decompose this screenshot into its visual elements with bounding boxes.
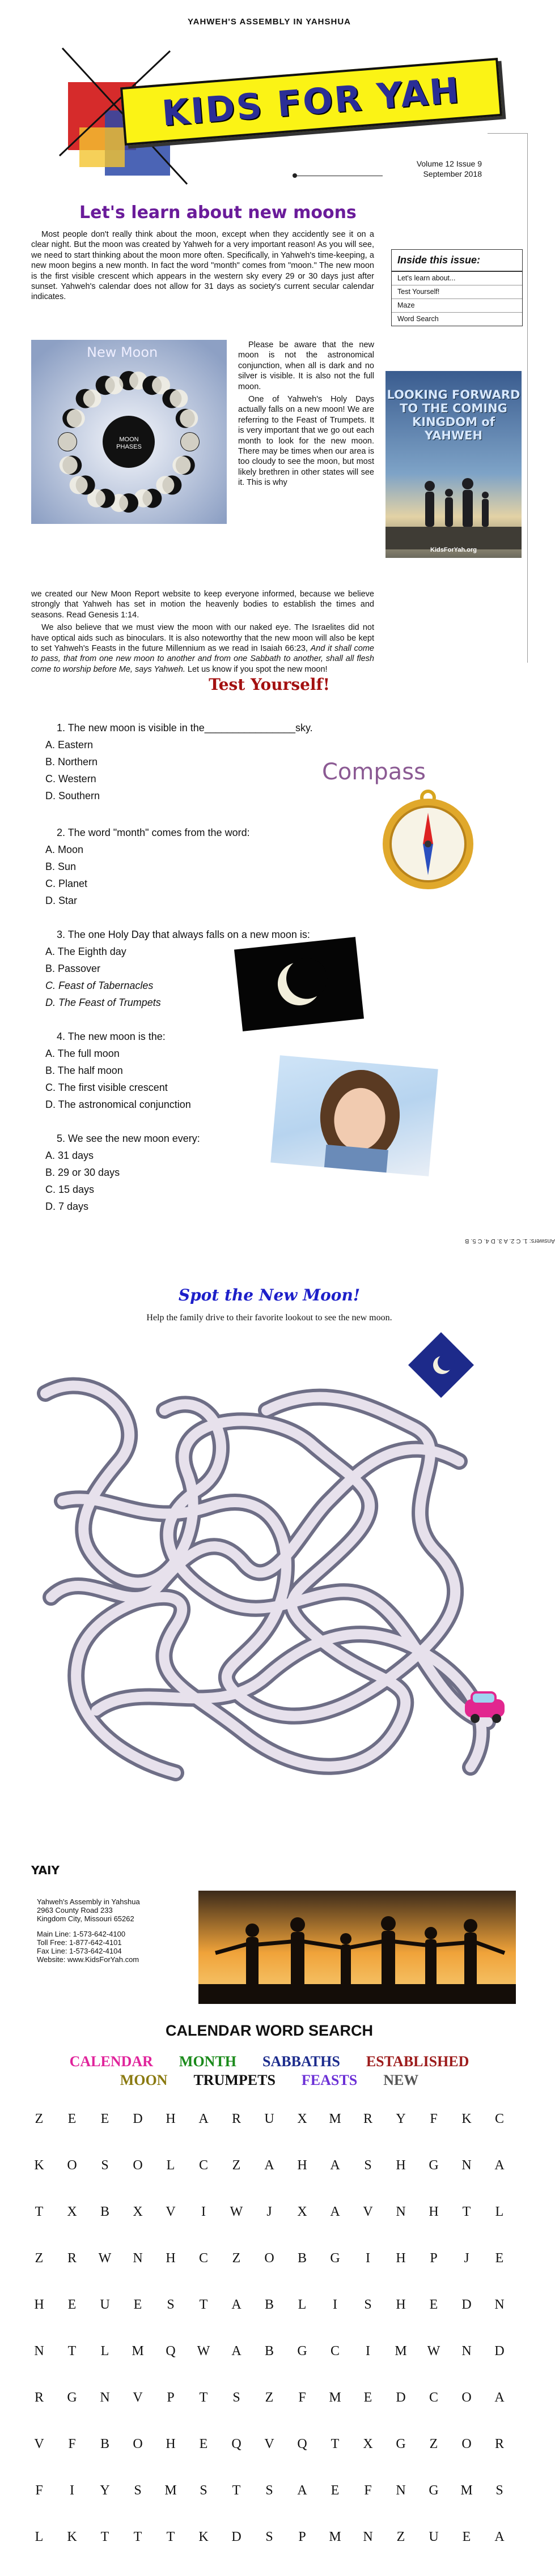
grid-letter[interactable]: E xyxy=(331,2483,340,2498)
toc-item[interactable]: Maze xyxy=(392,299,522,313)
grid-letter[interactable]: V xyxy=(166,2204,176,2219)
grid-row xyxy=(23,2344,516,2390)
grid-letter[interactable]: I xyxy=(366,2344,370,2359)
grid-letter[interactable]: N xyxy=(100,2390,110,2405)
toc-item[interactable]: Let's learn about... xyxy=(392,272,522,285)
grid-letter[interactable]: D xyxy=(133,2112,143,2126)
grid-letter[interactable]: S xyxy=(134,2483,142,2498)
search-word: MONTH xyxy=(179,2053,237,2070)
answer-option[interactable]: B. Sun xyxy=(45,861,77,872)
grid-letter[interactable]: E xyxy=(363,2390,372,2405)
grid-letter[interactable]: V xyxy=(264,2437,274,2451)
grid-letter[interactable]: M xyxy=(329,2112,341,2126)
moon-phases-figure xyxy=(31,340,227,524)
grid-row xyxy=(23,2112,516,2158)
answer-option[interactable]: A. Eastern xyxy=(45,739,94,750)
moon-phase-lit-icon xyxy=(172,456,190,474)
grid-letter[interactable]: F xyxy=(68,2437,76,2451)
grid-letter[interactable]: H xyxy=(396,2297,406,2312)
grid-letter[interactable]: S xyxy=(200,2483,207,2498)
grid-letter[interactable]: H xyxy=(297,2158,307,2173)
ministry-header: YAHWEH'S ASSEMBLY IN YAHSHUA xyxy=(187,17,351,27)
grid-letter[interactable]: Z xyxy=(35,2251,44,2266)
grid-letter[interactable]: F xyxy=(298,2390,306,2405)
girl-looking-up-photo xyxy=(270,1055,438,1176)
answer-option[interactable]: C. Planet xyxy=(45,878,88,889)
grid-letter[interactable]: H xyxy=(429,2204,439,2219)
grid-letter[interactable]: M xyxy=(164,2483,177,2498)
grid-letter[interactable]: T xyxy=(35,2204,44,2219)
moon-phase-lit-icon xyxy=(181,433,199,451)
grid-letter[interactable]: K xyxy=(198,2530,209,2544)
moon-phase-lit-icon xyxy=(180,410,198,428)
grid-letter[interactable]: V xyxy=(34,2437,44,2451)
grid-letter[interactable]: W xyxy=(98,2251,112,2266)
grid-letter[interactable]: B xyxy=(100,2437,109,2451)
answer-option[interactable]: A. The Eighth day xyxy=(45,946,126,957)
grid-letter[interactable]: X xyxy=(67,2204,77,2219)
scripture-quote: And it shall come to pass, that from one new moon to another and from one Sabbath to another, shall all flesh come to worship before Me, says Yahweh. xyxy=(31,644,374,674)
grid-letter[interactable]: G xyxy=(396,2437,406,2451)
newsletter-title: KIDS FOR YAH xyxy=(160,69,463,134)
grid-letter[interactable]: A xyxy=(198,2112,209,2126)
grid-letter[interactable]: I xyxy=(366,2251,370,2266)
grid-letter[interactable]: Y xyxy=(396,2112,406,2126)
grid-letter[interactable]: Y xyxy=(100,2483,110,2498)
grid-letter[interactable]: X xyxy=(297,2112,307,2126)
grid-letter[interactable]: C xyxy=(198,2251,208,2266)
grid-letter[interactable]: Z xyxy=(429,2437,438,2451)
grid-letter[interactable]: Z xyxy=(265,2390,274,2405)
promo-url[interactable]: KidsForYah.org xyxy=(430,547,477,553)
volume-issue: Volume 12 Issue 9 xyxy=(416,159,482,168)
article-conclusion xyxy=(31,589,374,677)
grid-letter[interactable]: G xyxy=(429,2483,439,2498)
grid-letter[interactable]: Q xyxy=(297,2437,307,2451)
grid-letter[interactable]: G xyxy=(297,2344,307,2359)
grid-letter[interactable]: F xyxy=(364,2483,372,2498)
search-word: MOON xyxy=(120,2072,168,2088)
answer-option[interactable]: C. Western xyxy=(45,773,96,784)
grid-letter[interactable]: K xyxy=(461,2112,472,2126)
grid-letter[interactable]: S xyxy=(265,2530,273,2544)
grid-letter[interactable]: E xyxy=(495,2251,504,2266)
grid-letter[interactable]: H xyxy=(166,2251,176,2266)
grid-letter[interactable]: D xyxy=(231,2530,242,2544)
grid-letter[interactable]: H xyxy=(166,2437,176,2451)
grid-letter[interactable]: E xyxy=(462,2530,471,2544)
article-paragraph: we created our New Moon Report website to keep everyone informed, because we believe strongly that Yahweh has set in motion the heavenly bodies to establish the times and seasons. Read Genesis 1:14. xyxy=(31,590,374,620)
grid-letter[interactable]: A xyxy=(231,2344,242,2359)
grid-letter[interactable]: A xyxy=(330,2158,340,2173)
word-list-row xyxy=(23,2053,516,2072)
figure-center-label: MOON PHASES xyxy=(116,436,142,450)
article-intro xyxy=(31,229,374,305)
grid-letter[interactable]: H xyxy=(396,2251,406,2266)
page-rule-top xyxy=(488,133,527,134)
grid-letter[interactable]: M xyxy=(395,2344,407,2359)
grid-letter[interactable]: O xyxy=(133,2158,143,2173)
toc-item[interactable]: Word Search xyxy=(397,315,439,323)
grid-letter[interactable]: H xyxy=(396,2158,406,2173)
grid-letter[interactable]: I xyxy=(201,2204,206,2219)
grid-letter[interactable]: N xyxy=(494,2297,505,2312)
contact-info xyxy=(37,1897,179,1964)
grid-letter[interactable]: J xyxy=(266,2204,272,2219)
question-stem: 3. The one Holy Day that always falls on a new moon is: xyxy=(57,929,310,940)
grid-row xyxy=(23,2390,516,2437)
grid-letter[interactable]: M xyxy=(329,2530,341,2544)
grid-letter[interactable]: S xyxy=(364,2158,372,2173)
grid-letter[interactable]: S xyxy=(232,2390,240,2405)
search-word: NEW xyxy=(383,2072,419,2088)
grid-row xyxy=(23,2437,516,2483)
answer-option[interactable]: A. The full moon xyxy=(45,1048,120,1059)
grid-row xyxy=(23,2483,516,2530)
answer-option[interactable]: D. The Feast of Trumpets xyxy=(45,997,161,1008)
grid-letter[interactable]: N xyxy=(34,2344,44,2359)
kingdom-promo-image xyxy=(385,371,522,558)
answer-option[interactable]: B. Passover xyxy=(45,963,101,974)
answer-option[interactable]: D. 7 days xyxy=(45,1201,89,1212)
grid-letter[interactable]: L xyxy=(298,2297,307,2312)
grid-letter[interactable]: D xyxy=(461,2297,472,2312)
grid-letter[interactable]: T xyxy=(199,2390,208,2405)
search-word: ESTABLISHED xyxy=(366,2053,469,2070)
grid-letter[interactable]: B xyxy=(297,2251,307,2266)
moon-phase-lit-icon xyxy=(70,476,88,494)
grid-row xyxy=(23,2530,516,2576)
answer-option[interactable]: C. 15 days xyxy=(45,1184,95,1195)
article-paragraph: Please be aware that the new moon is not the astronomical conjunction, when all is dark and no silver is visible. It is also not the full moon. xyxy=(238,340,374,391)
grid-letter[interactable]: E xyxy=(133,2297,142,2312)
grid-letter[interactable]: A xyxy=(231,2297,242,2312)
article-paragraph: Most people don't really think about the moon, except when they accidently see it on a clear night. But the moon was created by Yahweh for a very important reason! As you will see, we need to start thinking about the moon more often. Specifically, in Yahweh's time-keeping, a new moon begins a new month. In fact the word "month" comes from "moon." The new moon is the first visible crescent which appears in the western sky every 29 or 30 days just after sunset. Yahweh's calendar does not allow for 31 days as society's current secular calendar indicates. xyxy=(31,230,374,302)
question-stem: 5. We see the new moon every: xyxy=(57,1133,200,1144)
grid-letter[interactable]: B xyxy=(100,2204,109,2219)
inside-issue-title: Inside this issue: xyxy=(392,250,522,272)
maze[interactable] xyxy=(28,1359,510,1801)
maze-instructions: Help the family drive to their favorite lookout to see the new moon. xyxy=(146,1313,392,1323)
grid-letter[interactable]: V xyxy=(133,2390,143,2405)
answer-option[interactable]: D. Star xyxy=(45,895,78,906)
grid-letter[interactable]: S xyxy=(364,2297,372,2312)
address-line: 2963 County Road 233 xyxy=(37,1906,113,1914)
grid-letter[interactable]: H xyxy=(34,2297,44,2312)
answer-option[interactable]: B. Northern xyxy=(45,756,98,767)
address-line: Yahweh's Assembly in Yahshua xyxy=(37,1897,140,1906)
grid-letter[interactable]: S xyxy=(167,2297,175,2312)
grid-letter[interactable]: W xyxy=(197,2344,210,2359)
family-sunset-photo xyxy=(198,1891,516,2004)
quiz-title: Test Yourself! xyxy=(209,675,330,694)
grid-letter[interactable]: W xyxy=(427,2344,440,2359)
grid-letter[interactable]: S xyxy=(101,2158,109,2173)
grid-letter[interactable]: G xyxy=(67,2390,77,2405)
answer-option[interactable]: B. 29 or 30 days xyxy=(45,1167,120,1178)
ministry-logo: YAIY xyxy=(31,1863,60,1877)
grid-letter[interactable]: T xyxy=(462,2204,471,2219)
compass-label: Compass xyxy=(322,759,426,785)
grid-letter[interactable]: S xyxy=(495,2483,503,2498)
grid-letter[interactable]: M xyxy=(132,2344,144,2359)
issue-info xyxy=(351,159,482,179)
answer-option[interactable]: A. Moon xyxy=(45,844,84,855)
grid-letter[interactable]: W xyxy=(230,2204,243,2219)
moon-phase-lit-icon xyxy=(58,433,77,451)
grid-letter[interactable]: T xyxy=(331,2437,340,2451)
search-word: TRUMPETS xyxy=(193,2072,276,2088)
grid-letter[interactable]: I xyxy=(333,2297,337,2312)
grid-letter[interactable]: P xyxy=(298,2530,306,2544)
phone-line: Toll Free: 1-877-642-4101 xyxy=(37,1938,122,1947)
grid-letter[interactable]: E xyxy=(199,2437,208,2451)
grid-letter[interactable]: N xyxy=(396,2204,406,2219)
maze-title: Spot the New Moon! xyxy=(178,1286,361,1304)
grid-letter[interactable]: K xyxy=(67,2530,77,2544)
grid-row xyxy=(23,2158,516,2204)
grid-letter[interactable]: R xyxy=(494,2437,504,2451)
search-word: CALENDAR xyxy=(69,2053,153,2070)
answer-option[interactable]: A. 31 days xyxy=(45,1150,94,1161)
grid-letter[interactable]: Q xyxy=(231,2437,242,2451)
grid-letter[interactable]: M xyxy=(329,2390,341,2405)
website-link[interactable]: Website: www.KidsForYah.com xyxy=(37,1955,139,1964)
grid-letter[interactable]: N xyxy=(461,2158,472,2173)
wordsearch-title: CALENDAR WORD SEARCH xyxy=(166,2022,373,2039)
grid-letter[interactable]: U xyxy=(429,2530,439,2544)
grid-letter[interactable]: K xyxy=(34,2158,44,2173)
moon-phase-lit-icon xyxy=(60,456,78,474)
page-rule xyxy=(527,133,528,663)
grid-letter[interactable]: E xyxy=(67,2297,77,2312)
grid-letter[interactable]: D xyxy=(396,2390,406,2405)
grid-letter[interactable]: C xyxy=(330,2344,340,2359)
grid-letter[interactable]: N xyxy=(396,2483,406,2498)
grid-letter[interactable]: Q xyxy=(166,2344,176,2359)
word-list xyxy=(23,2053,516,2091)
search-word: FEASTS xyxy=(301,2072,358,2088)
article-paragraph xyxy=(31,622,374,675)
grid-letter[interactable]: O xyxy=(461,2437,472,2451)
article-wrap-column xyxy=(238,340,374,491)
grid-letter[interactable]: L xyxy=(166,2158,175,2173)
grid-letter[interactable]: T xyxy=(166,2530,175,2544)
grid-letter[interactable]: X xyxy=(133,2204,143,2219)
grid-letter[interactable]: A xyxy=(264,2158,274,2173)
inside-issue-box xyxy=(391,249,523,326)
grid-letter[interactable]: C xyxy=(494,2112,504,2126)
grid-letter[interactable]: N xyxy=(461,2344,472,2359)
crescent-moon-photo xyxy=(234,937,364,1031)
article-paragraph: One of Yahweh's Holy Days actually falls on a new moon! We are referring to the Feast of Trumpets. It is very important that we go out each month to look for the new moon. There may be times when our area is too cloudy to see the moon, but most likely brethren in other states will see it. This is why xyxy=(238,395,374,488)
grid-letter[interactable]: E xyxy=(67,2112,77,2126)
moon-phase-lit-icon xyxy=(67,410,85,428)
grid-letter[interactable]: Z xyxy=(35,2112,44,2126)
grid-letter[interactable]: H xyxy=(166,2112,176,2126)
girl-illustration xyxy=(270,1055,438,1176)
letter-grid[interactable] xyxy=(23,2112,516,2576)
grid-letter[interactable]: S xyxy=(265,2483,273,2498)
grid-letter[interactable]: F xyxy=(430,2112,438,2126)
grid-letter[interactable]: L xyxy=(100,2344,109,2359)
grid-letter[interactable]: N xyxy=(363,2530,373,2544)
grid-letter[interactable]: T xyxy=(232,2483,241,2498)
grid-letter[interactable]: G xyxy=(429,2158,439,2173)
crescent-moon-icon xyxy=(234,937,364,1031)
grid-letter[interactable]: R xyxy=(34,2390,44,2405)
grid-letter[interactable]: Z xyxy=(232,2251,241,2266)
grid-letter[interactable]: M xyxy=(460,2483,473,2498)
quiz-question xyxy=(45,827,385,912)
answer-option[interactable]: C. The first visible crescent xyxy=(45,1082,168,1093)
answer-option[interactable]: D. The astronomical conjunction xyxy=(45,1099,191,1110)
figure-title: New Moon xyxy=(87,344,158,360)
grid-letter[interactable]: R xyxy=(363,2112,372,2126)
grid-letter[interactable]: O xyxy=(133,2437,143,2451)
article-title: Let's learn about new moons xyxy=(79,203,357,223)
grid-letter[interactable]: U xyxy=(264,2112,274,2126)
promo-text: LOOKING FORWARD TO THE COMING KINGDOM of YAHWEH xyxy=(387,388,520,442)
article-text: Let us know if you spot the new moon! xyxy=(187,664,328,674)
answer-option[interactable]: C. Feast of Tabernacles xyxy=(45,980,154,991)
grid-letter[interactable]: G xyxy=(330,2251,340,2266)
phone-line: Fax Line: 1-573-642-4104 xyxy=(37,1947,122,1955)
question-stem: 2. The word "month" comes from the word: xyxy=(57,827,250,838)
grid-letter[interactable]: X xyxy=(297,2204,307,2219)
grid-letter[interactable]: C xyxy=(198,2158,208,2173)
grid-letter[interactable]: F xyxy=(35,2483,43,2498)
word-list-row xyxy=(23,2072,516,2091)
grid-row xyxy=(23,2297,516,2344)
moon-phase-lit-icon xyxy=(170,390,188,408)
grid-letter[interactable]: L xyxy=(35,2530,44,2544)
grid-letter[interactable]: T xyxy=(133,2530,142,2544)
grid-letter[interactable]: O xyxy=(264,2251,274,2266)
grid-letter[interactable]: P xyxy=(430,2251,438,2266)
grid-letter[interactable]: I xyxy=(70,2483,74,2498)
grid-letter[interactable]: Z xyxy=(396,2530,405,2544)
grid-letter[interactable]: J xyxy=(464,2251,469,2266)
grid-letter[interactable]: U xyxy=(100,2297,110,2312)
grid-letter[interactable]: B xyxy=(264,2297,274,2312)
answer-option[interactable]: D. Southern xyxy=(45,790,100,801)
question-stem: 4. The new moon is the: xyxy=(57,1031,166,1042)
grid-letter[interactable]: Z xyxy=(232,2158,241,2173)
grid-letter[interactable]: O xyxy=(67,2158,77,2173)
moon-phase-lit-icon xyxy=(105,376,123,394)
compass-icon xyxy=(374,787,482,892)
grid-letter[interactable]: V xyxy=(363,2204,373,2219)
grid-letter[interactable]: T xyxy=(100,2530,109,2544)
grid-letter[interactable]: A xyxy=(494,2390,505,2405)
grid-letter[interactable]: E xyxy=(100,2112,109,2126)
grid-letter[interactable]: B xyxy=(264,2344,274,2359)
grid-letter[interactable]: A xyxy=(494,2530,505,2544)
grid-letter[interactable]: T xyxy=(67,2344,77,2359)
phone-line: Main Line: 1-573-642-4100 xyxy=(37,1930,126,1938)
grid-letter[interactable]: D xyxy=(494,2344,505,2359)
grid-letter[interactable]: L xyxy=(495,2204,504,2219)
grid-letter[interactable]: C xyxy=(429,2390,438,2405)
grid-letter[interactable]: A xyxy=(494,2158,505,2173)
grid-letter[interactable]: A xyxy=(297,2483,307,2498)
answer-option[interactable]: B. The half moon xyxy=(45,1065,123,1076)
address-line: Kingdom City, Missouri 65262 xyxy=(37,1914,134,1923)
search-word: SABBATHS xyxy=(262,2053,340,2070)
grid-letter[interactable]: A xyxy=(330,2204,340,2219)
grid-letter[interactable]: R xyxy=(231,2112,241,2126)
family-silhouette xyxy=(385,476,522,549)
grid-letter[interactable]: N xyxy=(133,2251,143,2266)
grid-letter[interactable]: T xyxy=(199,2297,208,2312)
grid-letter[interactable]: O xyxy=(461,2390,472,2405)
issue-date: September 2018 xyxy=(423,169,482,178)
issue-divider-dot xyxy=(293,173,297,178)
grid-row xyxy=(23,2204,516,2251)
answer-key: Answers: 1. C 2. A 3. D 4. C 5. B xyxy=(465,1238,555,1244)
toc-item[interactable]: Test Yourself! xyxy=(392,285,522,299)
grid-letter[interactable]: P xyxy=(167,2390,175,2405)
moon-phases-image xyxy=(31,340,227,524)
grid-letter[interactable]: E xyxy=(429,2297,438,2312)
grid-letter[interactable]: X xyxy=(363,2437,373,2451)
question-stem: 1. The new moon is visible in the________________sky. xyxy=(57,722,313,733)
grid-letter[interactable]: R xyxy=(67,2251,77,2266)
article-text: We also believe that we must view the moon with our naked eye. The Israelites did not have optical aids such as binoculars. It is also noteworthy that the new moon will also be kept to set Yahweh's Feasts in the future Millennium as we read in Isaiah 66:23, xyxy=(31,623,374,654)
grid-row xyxy=(23,2251,516,2297)
